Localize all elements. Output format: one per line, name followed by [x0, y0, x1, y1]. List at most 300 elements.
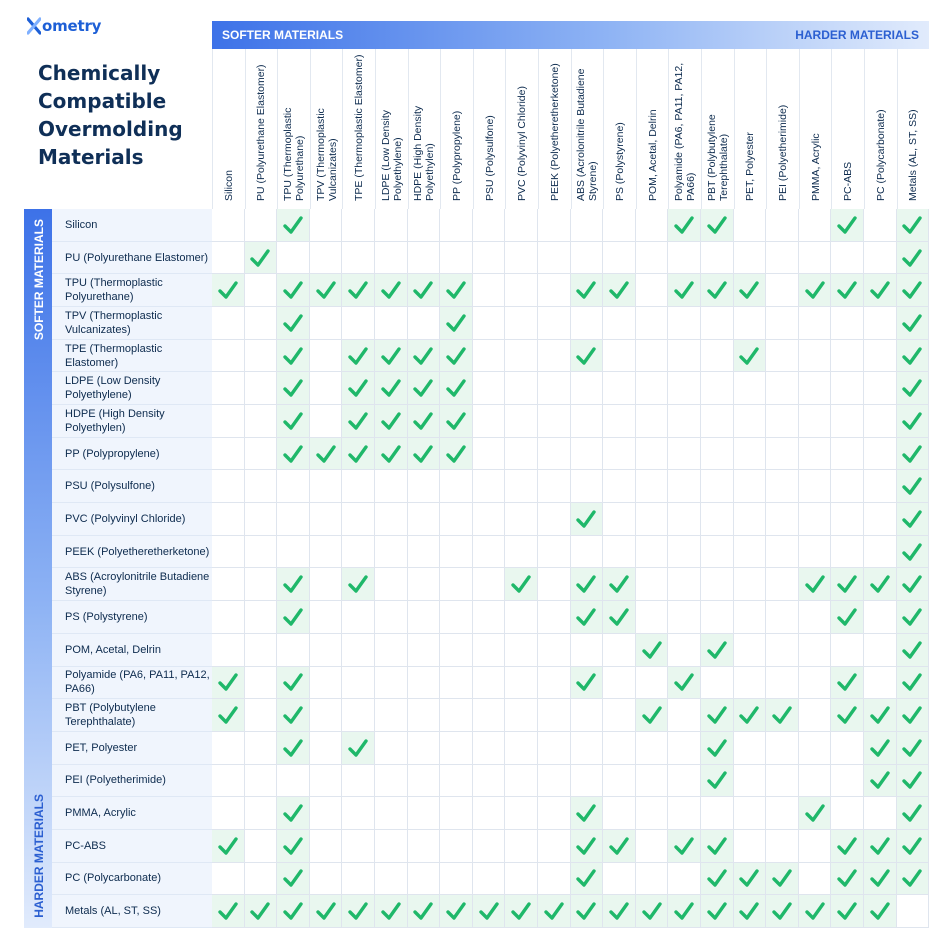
empty-cell	[668, 405, 701, 438]
empty-cell	[310, 830, 343, 863]
empty-cell	[734, 568, 767, 601]
empty-cell	[342, 209, 375, 242]
empty-cell	[538, 765, 571, 798]
compatible-cell	[734, 340, 767, 373]
compatible-cell	[277, 830, 310, 863]
empty-cell	[212, 405, 245, 438]
compatible-cell	[701, 830, 734, 863]
check-icon	[608, 280, 630, 300]
check-icon	[347, 444, 369, 464]
check-icon	[282, 901, 304, 921]
check-icon	[901, 509, 923, 529]
column-header	[408, 49, 441, 209]
empty-cell	[766, 601, 799, 634]
empty-cell	[766, 797, 799, 830]
compatible-cell	[310, 895, 343, 928]
empty-cell	[245, 536, 278, 569]
empty-cell	[440, 732, 473, 765]
check-icon	[575, 574, 597, 594]
empty-cell	[831, 307, 864, 340]
empty-cell	[342, 765, 375, 798]
compatible-cell	[212, 895, 245, 928]
empty-cell	[701, 568, 734, 601]
compatible-cell	[831, 895, 864, 928]
empty-cell	[473, 797, 506, 830]
check-icon	[901, 313, 923, 333]
compatible-cell	[342, 895, 375, 928]
row-header: POM, Acetal, Delrin	[52, 634, 212, 667]
check-icon	[836, 215, 858, 235]
compatible-cell	[212, 830, 245, 863]
compatible-cell	[277, 568, 310, 601]
row-header: PSU (Polysulfone)	[52, 470, 212, 503]
empty-cell	[636, 568, 669, 601]
column-header	[603, 49, 636, 209]
check-icon	[445, 313, 467, 333]
empty-cell	[766, 307, 799, 340]
compatible-cell	[701, 634, 734, 667]
column-header-label: PEEK (Polyetheretherketone)	[548, 63, 561, 201]
empty-cell	[799, 667, 832, 700]
check-icon	[282, 215, 304, 235]
empty-cell	[212, 209, 245, 242]
column-header-label: TPE (Thermoplastic Elastomer)	[353, 54, 366, 201]
compatible-cell	[310, 274, 343, 307]
empty-cell	[277, 470, 310, 503]
empty-cell	[212, 765, 245, 798]
empty-cell	[505, 470, 538, 503]
empty-cell	[408, 209, 441, 242]
empty-cell	[636, 667, 669, 700]
empty-cell	[538, 274, 571, 307]
empty-cell	[636, 274, 669, 307]
empty-cell	[603, 438, 636, 471]
compatible-cell	[245, 895, 278, 928]
empty-cell	[668, 536, 701, 569]
empty-cell	[245, 568, 278, 601]
compatible-cell	[212, 667, 245, 700]
check-icon	[347, 574, 369, 594]
empty-cell	[571, 536, 604, 569]
empty-cell	[277, 503, 310, 536]
empty-cell	[636, 830, 669, 863]
empty-cell	[603, 242, 636, 275]
check-icon	[347, 411, 369, 431]
compatible-cell	[734, 274, 767, 307]
check-icon	[575, 672, 597, 692]
empty-cell	[701, 405, 734, 438]
check-icon	[901, 868, 923, 888]
column-header	[668, 49, 701, 209]
compatible-cell	[212, 274, 245, 307]
check-icon	[901, 640, 923, 660]
column-header-label: HDPE (High Density Polyethylen)	[412, 105, 437, 201]
column-header	[375, 49, 408, 209]
empty-cell	[408, 601, 441, 634]
check-icon	[347, 346, 369, 366]
empty-cell	[603, 732, 636, 765]
column-header	[310, 49, 343, 209]
empty-cell	[310, 307, 343, 340]
empty-cell	[473, 536, 506, 569]
compatible-cell	[603, 568, 636, 601]
row-header: Polyamide (PA6, PA11, PA12, PA66)	[52, 667, 212, 700]
empty-cell	[212, 438, 245, 471]
empty-cell	[342, 830, 375, 863]
row-header: PVC (Polyvinyl Chloride)	[52, 503, 212, 536]
check-icon	[641, 901, 663, 921]
empty-cell	[864, 667, 897, 700]
empty-cell	[734, 372, 767, 405]
empty-cell	[505, 209, 538, 242]
empty-cell	[636, 209, 669, 242]
empty-cell	[831, 470, 864, 503]
check-icon	[412, 444, 434, 464]
empty-cell	[799, 634, 832, 667]
column-header-label: PBT (Polybutylene Terephthalate)	[705, 114, 730, 201]
compatible-cell	[799, 568, 832, 601]
check-icon	[445, 444, 467, 464]
empty-cell	[571, 405, 604, 438]
row-header: HDPE (High Density Polyethylen)	[52, 405, 212, 438]
empty-cell	[668, 863, 701, 896]
brand-logo[interactable]	[27, 17, 101, 35]
column-header	[342, 49, 375, 209]
empty-cell	[799, 209, 832, 242]
empty-cell	[799, 307, 832, 340]
empty-cell	[538, 340, 571, 373]
compatible-cell	[277, 699, 310, 732]
empty-cell	[245, 634, 278, 667]
harder-materials-label-top: HARDER MATERIALS	[795, 28, 919, 42]
empty-cell	[799, 438, 832, 471]
empty-cell	[342, 307, 375, 340]
check-icon	[282, 803, 304, 823]
empty-cell	[473, 634, 506, 667]
empty-cell	[766, 536, 799, 569]
row-header: Metals (AL, ST, SS)	[52, 895, 212, 928]
empty-cell	[603, 503, 636, 536]
empty-cell	[538, 732, 571, 765]
compatible-cell	[897, 601, 930, 634]
empty-cell	[571, 470, 604, 503]
empty-cell	[603, 536, 636, 569]
check-icon	[869, 836, 891, 856]
empty-cell	[701, 536, 734, 569]
empty-cell	[408, 732, 441, 765]
check-icon	[738, 901, 760, 921]
empty-cell	[603, 307, 636, 340]
empty-cell	[212, 634, 245, 667]
empty-cell	[408, 242, 441, 275]
column-header	[245, 49, 278, 209]
empty-cell	[342, 699, 375, 732]
compatible-cell	[277, 895, 310, 928]
row-header: PMMA, Acrylic	[52, 797, 212, 830]
check-icon	[901, 248, 923, 268]
empty-cell	[668, 732, 701, 765]
check-icon	[412, 378, 434, 398]
compatible-cell	[636, 895, 669, 928]
check-icon	[738, 705, 760, 725]
check-icon	[575, 836, 597, 856]
column-header	[538, 49, 571, 209]
empty-cell	[668, 372, 701, 405]
empty-cell	[734, 209, 767, 242]
empty-cell	[342, 536, 375, 569]
empty-cell	[473, 830, 506, 863]
empty-cell	[245, 438, 278, 471]
check-icon	[869, 705, 891, 725]
empty-cell	[375, 242, 408, 275]
compatible-cell	[375, 274, 408, 307]
compatible-cell	[701, 732, 734, 765]
empty-cell	[766, 405, 799, 438]
check-icon	[706, 868, 728, 888]
empty-cell	[473, 438, 506, 471]
empty-cell	[505, 274, 538, 307]
empty-cell	[245, 732, 278, 765]
column-header-label: TPV (Thermoplastic Vulcanizates)	[314, 108, 339, 201]
compatible-cell	[864, 863, 897, 896]
compatible-cell	[831, 274, 864, 307]
check-icon	[282, 672, 304, 692]
check-icon	[673, 836, 695, 856]
empty-cell	[310, 667, 343, 700]
empty-cell	[668, 503, 701, 536]
check-icon	[347, 901, 369, 921]
empty-cell	[538, 667, 571, 700]
empty-cell	[701, 667, 734, 700]
empty-cell	[864, 307, 897, 340]
empty-cell	[734, 536, 767, 569]
empty-cell	[864, 634, 897, 667]
row-header: LDPE (Low Density Polyethylene)	[52, 372, 212, 405]
empty-cell	[473, 732, 506, 765]
check-icon	[901, 705, 923, 725]
empty-cell	[440, 797, 473, 830]
check-icon	[445, 411, 467, 431]
compatible-cell	[864, 274, 897, 307]
empty-cell	[342, 863, 375, 896]
column-header-label: PU (Polyurethane Elastomer)	[255, 64, 268, 201]
empty-cell	[473, 340, 506, 373]
empty-cell	[701, 797, 734, 830]
check-icon	[412, 901, 434, 921]
compatible-cell	[701, 863, 734, 896]
compatible-cell	[799, 274, 832, 307]
compatible-cell	[408, 405, 441, 438]
brand-name: ometry	[42, 17, 102, 35]
compatible-cell	[734, 863, 767, 896]
empty-cell	[310, 699, 343, 732]
check-icon	[771, 868, 793, 888]
check-icon	[804, 574, 826, 594]
compatible-cell	[831, 699, 864, 732]
check-icon	[347, 280, 369, 300]
check-icon	[901, 672, 923, 692]
empty-cell	[799, 863, 832, 896]
column-header	[734, 49, 767, 209]
empty-cell	[342, 470, 375, 503]
empty-cell	[212, 372, 245, 405]
empty-cell	[245, 470, 278, 503]
check-icon	[282, 836, 304, 856]
empty-cell	[734, 307, 767, 340]
empty-cell	[245, 274, 278, 307]
check-icon	[380, 444, 402, 464]
check-icon	[836, 836, 858, 856]
empty-cell	[864, 536, 897, 569]
row-header: TPE (Thermoplastic Elastomer)	[52, 340, 212, 373]
check-icon	[315, 280, 337, 300]
empty-cell	[440, 601, 473, 634]
empty-cell	[766, 732, 799, 765]
check-icon	[282, 444, 304, 464]
empty-cell	[342, 667, 375, 700]
empty-cell	[799, 601, 832, 634]
empty-cell	[408, 307, 441, 340]
empty-cell	[766, 340, 799, 373]
empty-cell	[636, 470, 669, 503]
check-icon	[836, 705, 858, 725]
check-icon	[706, 901, 728, 921]
compatible-cell	[505, 895, 538, 928]
check-icon	[901, 346, 923, 366]
empty-cell	[636, 307, 669, 340]
empty-cell	[505, 438, 538, 471]
empty-cell	[538, 242, 571, 275]
empty-cell	[440, 634, 473, 667]
check-icon	[836, 868, 858, 888]
empty-cell	[245, 863, 278, 896]
empty-cell	[571, 699, 604, 732]
compatible-cell	[277, 438, 310, 471]
check-icon	[673, 280, 695, 300]
empty-cell	[408, 830, 441, 863]
empty-cell	[408, 503, 441, 536]
check-icon	[282, 378, 304, 398]
empty-cell	[636, 536, 669, 569]
empty-cell	[571, 242, 604, 275]
check-icon	[282, 346, 304, 366]
empty-cell	[831, 438, 864, 471]
compatible-cell	[897, 307, 930, 340]
empty-cell	[505, 242, 538, 275]
empty-cell	[212, 536, 245, 569]
check-icon	[673, 215, 695, 235]
check-icon	[282, 574, 304, 594]
empty-cell	[668, 765, 701, 798]
compatible-cell	[571, 601, 604, 634]
check-icon	[608, 836, 630, 856]
empty-cell	[473, 699, 506, 732]
compatible-cell	[701, 274, 734, 307]
empty-cell	[212, 797, 245, 830]
compatible-cell	[897, 438, 930, 471]
compatible-cell	[864, 699, 897, 732]
column-header	[897, 49, 930, 209]
check-icon	[608, 574, 630, 594]
check-icon	[738, 868, 760, 888]
compatible-cell	[277, 667, 310, 700]
empty-cell	[636, 340, 669, 373]
compatible-cell	[701, 699, 734, 732]
empty-cell	[440, 470, 473, 503]
compatible-cell	[897, 372, 930, 405]
check-icon	[315, 901, 337, 921]
row-header: Silicon	[52, 209, 212, 242]
empty-cell	[310, 536, 343, 569]
empty-cell	[766, 667, 799, 700]
check-icon	[771, 705, 793, 725]
empty-cell	[799, 732, 832, 765]
empty-cell	[636, 372, 669, 405]
compatible-cell	[897, 699, 930, 732]
empty-cell	[734, 634, 767, 667]
empty-cell	[668, 340, 701, 373]
empty-cell	[538, 536, 571, 569]
compatible-cell	[897, 340, 930, 373]
check-icon	[217, 705, 239, 725]
check-icon	[869, 868, 891, 888]
check-icon	[380, 346, 402, 366]
check-icon	[445, 378, 467, 398]
compatible-cell	[864, 895, 897, 928]
check-icon	[282, 738, 304, 758]
empty-cell	[701, 340, 734, 373]
empty-cell	[831, 242, 864, 275]
check-icon	[673, 672, 695, 692]
empty-cell	[799, 340, 832, 373]
empty-cell	[766, 242, 799, 275]
compatible-cell	[212, 699, 245, 732]
empty-cell	[212, 470, 245, 503]
check-icon	[901, 770, 923, 790]
compatible-cell	[603, 601, 636, 634]
compatible-cell	[408, 895, 441, 928]
empty-cell	[766, 372, 799, 405]
check-icon	[869, 901, 891, 921]
check-icon	[706, 280, 728, 300]
column-header	[212, 49, 245, 209]
empty-cell	[603, 667, 636, 700]
empty-cell	[864, 470, 897, 503]
empty-cell	[473, 765, 506, 798]
empty-cell	[505, 667, 538, 700]
empty-cell	[310, 634, 343, 667]
empty-cell	[375, 634, 408, 667]
empty-cell	[440, 242, 473, 275]
compatible-cell	[897, 470, 930, 503]
empty-cell	[603, 765, 636, 798]
compatible-cell	[897, 797, 930, 830]
compatible-cell	[440, 340, 473, 373]
row-header: PU (Polyurethane Elastomer)	[52, 242, 212, 275]
check-icon	[217, 672, 239, 692]
check-icon	[347, 378, 369, 398]
column-header-label: PSU (Polysulfone)	[483, 115, 496, 201]
compatible-cell	[897, 732, 930, 765]
empty-cell	[538, 209, 571, 242]
check-icon	[575, 868, 597, 888]
compatible-cell	[277, 307, 310, 340]
compatible-cell	[831, 863, 864, 896]
compatible-cell	[864, 765, 897, 798]
check-icon	[608, 901, 630, 921]
empty-cell	[603, 634, 636, 667]
empty-cell	[245, 209, 278, 242]
